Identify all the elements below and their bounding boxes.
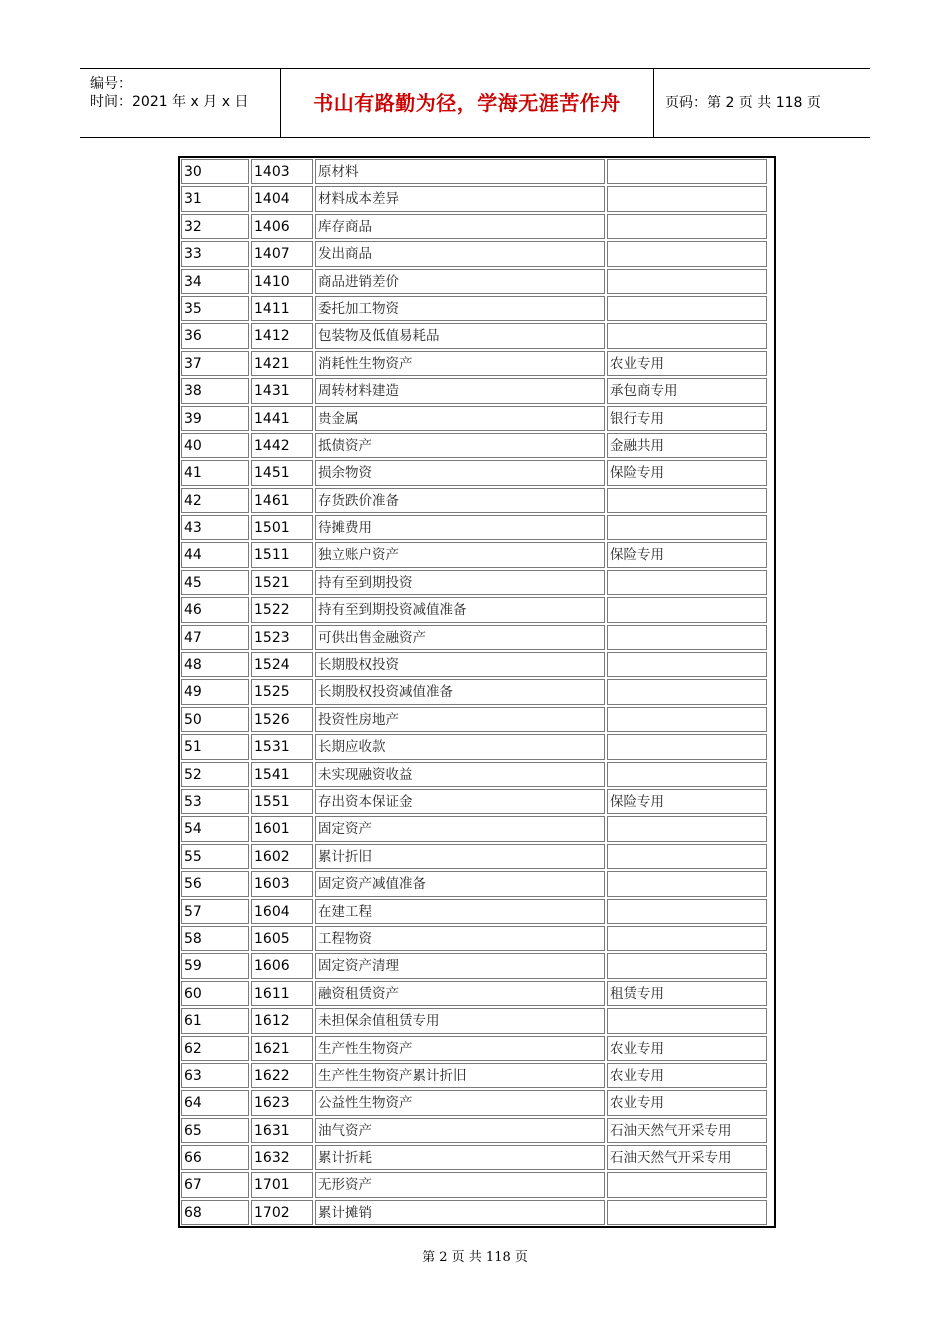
row-index-cell: 43 — [181, 515, 249, 540]
table-row — [180, 980, 774, 1007]
table-row — [180, 596, 774, 623]
account-note-cell — [607, 323, 767, 348]
account-code-cell: 1411 — [251, 296, 313, 321]
account-code-cell: 1523 — [251, 625, 313, 650]
page-header — [80, 68, 870, 138]
row-index-cell: 55 — [181, 844, 249, 869]
account-note-cell: 农业专用 — [607, 1036, 767, 1061]
table-row — [180, 569, 774, 596]
row-index-cell: 41 — [181, 460, 249, 485]
account-name-cell: 商品进销差价 — [315, 269, 605, 294]
account-note-cell: 农业专用 — [607, 1090, 767, 1115]
table-row — [180, 788, 774, 815]
account-note-cell — [607, 926, 767, 951]
account-note-cell — [607, 871, 767, 896]
account-code-cell: 1410 — [251, 269, 313, 294]
account-note-cell — [607, 214, 767, 239]
account-name-cell: 周转材料建造 — [315, 378, 605, 403]
row-index-cell: 58 — [181, 926, 249, 951]
account-name-cell: 投资性房地产 — [315, 707, 605, 732]
account-note-cell: 保险专用 — [607, 460, 767, 485]
header-meta — [80, 69, 281, 137]
table-row — [180, 624, 774, 651]
row-index-cell: 39 — [181, 406, 249, 431]
account-code-cell: 1551 — [251, 789, 313, 814]
account-name-cell: 融资租赁资产 — [315, 981, 605, 1006]
account-code-cell: 1606 — [251, 953, 313, 978]
account-code-cell: 1524 — [251, 652, 313, 677]
account-code-cell: 1511 — [251, 542, 313, 567]
account-note-cell — [607, 1008, 767, 1033]
table-row — [180, 1062, 774, 1089]
account-note-cell — [607, 625, 767, 650]
account-name-cell: 油气资产 — [315, 1118, 605, 1143]
account-note-cell — [607, 186, 767, 211]
table-row — [180, 350, 774, 377]
account-name-cell: 损余物资 — [315, 460, 605, 485]
table-row — [180, 1089, 774, 1116]
table-row — [180, 158, 774, 185]
account-code-cell: 1622 — [251, 1063, 313, 1088]
account-code-cell: 1451 — [251, 460, 313, 485]
account-name-cell: 公益性生物资产 — [315, 1090, 605, 1115]
page-footer: 第 2 页 共 118 页 — [422, 1250, 528, 1265]
row-index-cell: 42 — [181, 488, 249, 513]
account-name-cell: 固定资产 — [315, 816, 605, 841]
table-row — [180, 815, 774, 842]
account-note-cell: 承包商专用 — [607, 378, 767, 403]
row-index-cell: 63 — [181, 1063, 249, 1088]
row-index-cell: 68 — [181, 1200, 249, 1225]
row-index-cell: 45 — [181, 570, 249, 595]
table-row — [180, 295, 774, 322]
row-index-cell: 40 — [181, 433, 249, 458]
header-motto: 书山有路勤为径，学海无涯苦作舟 — [281, 69, 654, 137]
account-code-cell: 1601 — [251, 816, 313, 841]
row-index-cell: 38 — [181, 378, 249, 403]
account-note-cell: 农业专用 — [607, 351, 767, 376]
account-code-cell: 1604 — [251, 899, 313, 924]
row-index-cell: 61 — [181, 1008, 249, 1033]
account-note-cell — [607, 241, 767, 266]
account-code-cell: 1701 — [251, 1172, 313, 1197]
row-index-cell: 53 — [181, 789, 249, 814]
account-note-cell: 租赁专用 — [607, 981, 767, 1006]
table-row — [180, 925, 774, 952]
account-code-cell: 1611 — [251, 981, 313, 1006]
account-code-cell: 1602 — [251, 844, 313, 869]
table-row — [180, 761, 774, 788]
account-code-cell: 1521 — [251, 570, 313, 595]
row-index-cell: 52 — [181, 762, 249, 787]
account-name-cell: 发出商品 — [315, 241, 605, 266]
row-index-cell: 46 — [181, 597, 249, 622]
account-code-cell: 1612 — [251, 1008, 313, 1033]
account-code-cell: 1406 — [251, 214, 313, 239]
account-name-cell: 贵金属 — [315, 406, 605, 431]
table-row — [180, 1199, 774, 1226]
account-code-cell: 1531 — [251, 734, 313, 759]
account-name-cell: 独立账户资产 — [315, 542, 605, 567]
table-row — [180, 733, 774, 760]
account-code-cell: 1421 — [251, 351, 313, 376]
account-note-cell: 保险专用 — [607, 789, 767, 814]
account-name-cell: 包装物及低值易耗品 — [315, 323, 605, 348]
row-index-cell: 48 — [181, 652, 249, 677]
row-index-cell: 67 — [181, 1172, 249, 1197]
account-name-cell: 存货跌价准备 — [315, 488, 605, 513]
account-code-cell: 1461 — [251, 488, 313, 513]
account-code-cell: 1412 — [251, 323, 313, 348]
account-name-cell: 委托加工物资 — [315, 296, 605, 321]
row-index-cell: 51 — [181, 734, 249, 759]
account-name-cell: 生产性生物资产累计折旧 — [315, 1063, 605, 1088]
account-name-cell: 固定资产清理 — [315, 953, 605, 978]
account-code-cell: 1442 — [251, 433, 313, 458]
account-name-cell: 库存商品 — [315, 214, 605, 239]
account-note-cell — [607, 597, 767, 622]
table-row — [180, 432, 774, 459]
account-code-cell: 1623 — [251, 1090, 313, 1115]
row-index-cell: 33 — [181, 241, 249, 266]
row-index-cell: 56 — [181, 871, 249, 896]
table-row — [180, 268, 774, 295]
table-row — [180, 1007, 774, 1034]
table-row — [180, 1144, 774, 1171]
account-note-cell — [607, 1200, 767, 1225]
account-name-cell: 固定资产减值准备 — [315, 871, 605, 896]
account-note-cell — [607, 734, 767, 759]
row-index-cell: 49 — [181, 679, 249, 704]
account-code-cell: 1603 — [251, 871, 313, 896]
row-index-cell: 54 — [181, 816, 249, 841]
account-note-cell — [607, 899, 767, 924]
row-index-cell: 64 — [181, 1090, 249, 1115]
account-note-cell — [607, 1172, 767, 1197]
table-row — [180, 952, 774, 979]
account-name-cell: 无形资产 — [315, 1172, 605, 1197]
row-index-cell: 62 — [181, 1036, 249, 1061]
account-name-cell: 消耗性生物资产 — [315, 351, 605, 376]
account-note-cell — [607, 488, 767, 513]
account-note-cell — [607, 844, 767, 869]
account-note-cell — [607, 707, 767, 732]
header-page-info: 页码：第 2 页 共 118 页 — [665, 95, 821, 111]
account-note-cell: 银行专用 — [607, 406, 767, 431]
account-note-cell — [607, 953, 767, 978]
table-row — [180, 514, 774, 541]
account-name-cell: 生产性生物资产 — [315, 1036, 605, 1061]
account-name-cell: 抵债资产 — [315, 433, 605, 458]
account-code-cell: 1541 — [251, 762, 313, 787]
account-note-cell: 保险专用 — [607, 542, 767, 567]
account-note-cell — [607, 515, 767, 540]
row-index-cell: 57 — [181, 899, 249, 924]
table-row — [180, 213, 774, 240]
account-name-cell: 持有至到期投资 — [315, 570, 605, 595]
row-index-cell: 50 — [181, 707, 249, 732]
row-index-cell: 36 — [181, 323, 249, 348]
account-note-cell: 金融共用 — [607, 433, 767, 458]
table-row — [180, 541, 774, 568]
account-code-cell: 1631 — [251, 1118, 313, 1143]
row-index-cell: 44 — [181, 542, 249, 567]
row-index-cell: 47 — [181, 625, 249, 650]
account-code-cell: 1632 — [251, 1145, 313, 1170]
table-row — [180, 459, 774, 486]
account-name-cell: 持有至到期投资减值准备 — [315, 597, 605, 622]
table-row — [180, 1117, 774, 1144]
account-note-cell — [607, 570, 767, 595]
account-note-cell — [607, 816, 767, 841]
table-row — [180, 1035, 774, 1062]
table-row — [180, 1171, 774, 1198]
account-code-cell: 1605 — [251, 926, 313, 951]
account-note-cell — [607, 159, 767, 184]
account-code-cell: 1404 — [251, 186, 313, 211]
row-index-cell: 59 — [181, 953, 249, 978]
account-code-cell: 1621 — [251, 1036, 313, 1061]
account-name-cell: 未担保余值租赁专用 — [315, 1008, 605, 1033]
account-name-cell: 材料成本差异 — [315, 186, 605, 211]
account-name-cell: 可供出售金融资产 — [315, 625, 605, 650]
account-code-cell: 1407 — [251, 241, 313, 266]
account-name-cell: 工程物资 — [315, 926, 605, 951]
row-index-cell: 34 — [181, 269, 249, 294]
account-note-cell — [607, 652, 767, 677]
account-name-cell: 存出资本保证金 — [315, 789, 605, 814]
table-row — [180, 185, 774, 212]
row-index-cell: 31 — [181, 186, 249, 211]
account-name-cell: 未实现融资收益 — [315, 762, 605, 787]
account-note-cell: 石油天然气开采专用 — [607, 1145, 767, 1170]
table-row — [180, 322, 774, 349]
account-code-cell: 1431 — [251, 378, 313, 403]
account-name-cell: 在建工程 — [315, 899, 605, 924]
account-name-cell: 累计摊销 — [315, 1200, 605, 1225]
row-index-cell: 65 — [181, 1118, 249, 1143]
account-name-cell: 长期股权投资减值准备 — [315, 679, 605, 704]
account-name-cell: 原材料 — [315, 159, 605, 184]
table-row — [180, 651, 774, 678]
account-note-cell — [607, 269, 767, 294]
account-note-cell: 石油天然气开采专用 — [607, 1118, 767, 1143]
table-row — [180, 870, 774, 897]
account-code-cell: 1525 — [251, 679, 313, 704]
account-note-cell — [607, 762, 767, 787]
table-row — [180, 898, 774, 925]
table-row — [180, 706, 774, 733]
table-row — [180, 678, 774, 705]
row-index-cell: 30 — [181, 159, 249, 184]
account-name-cell: 累计折耗 — [315, 1145, 605, 1170]
document-number-label: 编号： — [90, 76, 132, 92]
table-row — [180, 377, 774, 404]
account-note-cell — [607, 296, 767, 321]
table-row — [180, 405, 774, 432]
account-name-cell: 长期股权投资 — [315, 652, 605, 677]
row-index-cell: 32 — [181, 214, 249, 239]
account-code-cell: 1522 — [251, 597, 313, 622]
table-row — [180, 843, 774, 870]
account-name-cell: 长期应收款 — [315, 734, 605, 759]
account-code-cell: 1501 — [251, 515, 313, 540]
account-name-cell: 累计折旧 — [315, 844, 605, 869]
row-index-cell: 66 — [181, 1145, 249, 1170]
row-index-cell: 60 — [181, 981, 249, 1006]
account-note-cell — [607, 679, 767, 704]
table-row — [180, 487, 774, 514]
table-row — [180, 240, 774, 267]
row-index-cell: 35 — [181, 296, 249, 321]
row-index-cell: 37 — [181, 351, 249, 376]
account-note-cell: 农业专用 — [607, 1063, 767, 1088]
account-code-cell: 1702 — [251, 1200, 313, 1225]
account-code-cell: 1403 — [251, 159, 313, 184]
account-name-cell: 待摊费用 — [315, 515, 605, 540]
accounts-table — [178, 156, 776, 1228]
document-time-label: 时间：2021 年 x 月 x 日 — [90, 94, 249, 110]
account-code-cell: 1441 — [251, 406, 313, 431]
account-code-cell: 1526 — [251, 707, 313, 732]
